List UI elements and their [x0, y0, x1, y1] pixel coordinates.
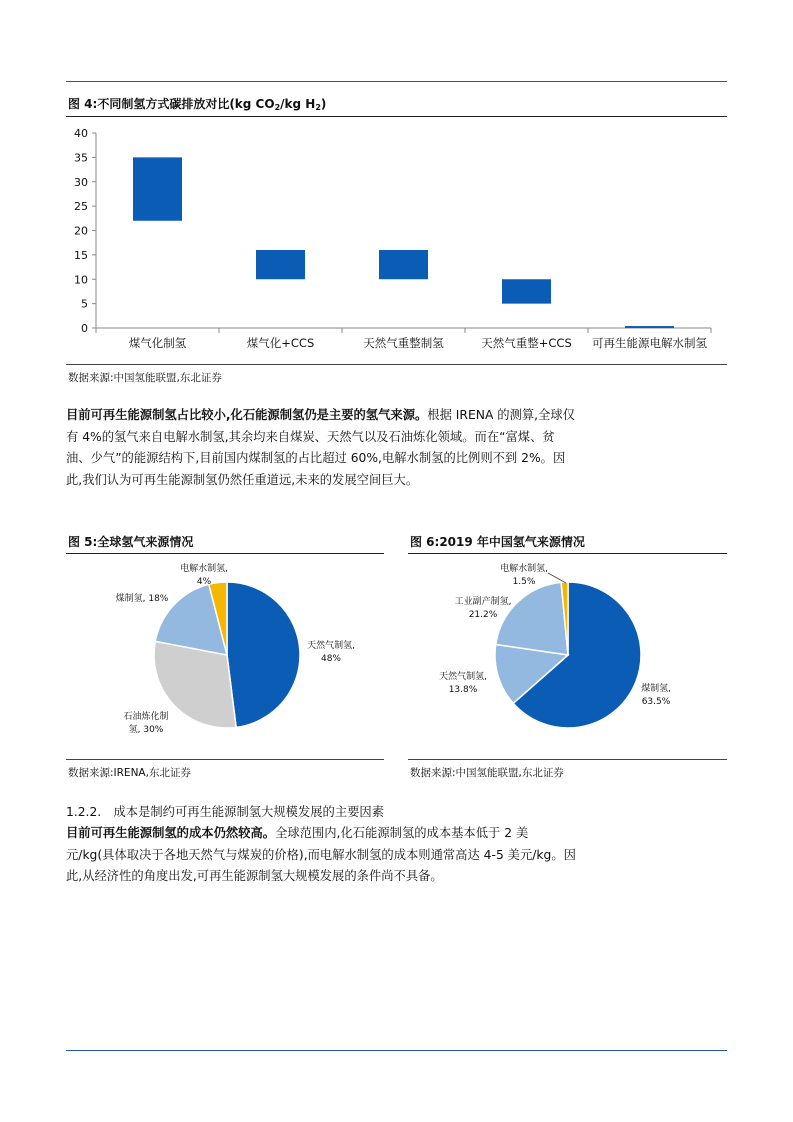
- figure5-title: 图 5:全球氢气来源情况: [68, 535, 194, 549]
- pie-label: 63.5%: [641, 697, 671, 707]
- figure4-source: 数据来源:中国氢能联盟,东北证券: [68, 372, 222, 384]
- leader-line: [548, 573, 566, 583]
- figure4-chart: [66, 118, 727, 364]
- bar: [133, 157, 182, 220]
- pie-label: 氢, 30%: [128, 725, 164, 735]
- y-tick-label: 0: [81, 322, 88, 335]
- bar: [502, 279, 551, 303]
- pie-label: 电解水制氢,: [180, 564, 228, 574]
- figure6-source: 数据来源:中国氢能联盟,东北证券: [410, 767, 564, 779]
- pie-label: 天然气制氢,: [307, 641, 355, 651]
- figure6-title-rule: [408, 553, 727, 554]
- figure6-title: 图 6:2019 年中国氢气来源情况: [410, 535, 585, 549]
- figure5-title-rule: [66, 553, 384, 554]
- bar: [625, 326, 674, 328]
- x-category-label: 可再生能源电解水制氢: [592, 336, 707, 350]
- pie-label: 工业副产制氢,: [454, 597, 512, 607]
- pie-label: 21.2%: [468, 610, 498, 620]
- y-tick-label: 5: [81, 297, 88, 311]
- x-category-label: 煤气化+CCS: [246, 336, 315, 350]
- section-heading: 1.2.2. 成本是制约可再生能源制氢大规模发展的主要因素: [66, 805, 385, 819]
- pie-slice: [227, 582, 300, 727]
- pie-label: 煤制氢, 18%: [115, 594, 169, 604]
- pie-label: 电解水制氢,: [500, 564, 548, 574]
- figure4-title-rule: [66, 116, 727, 117]
- figure6-pie-chart: [408, 555, 727, 757]
- bar: [256, 250, 305, 279]
- y-tick-label: 30: [74, 175, 88, 189]
- x-category-label: 煤气化制氢: [128, 336, 187, 350]
- header-rule: [66, 81, 727, 82]
- x-category-label: 天然气重整制氢: [363, 336, 444, 350]
- pie-slice: [496, 582, 568, 655]
- y-tick-label: 25: [74, 200, 88, 214]
- pie-label: 4%: [196, 577, 212, 587]
- x-category-label: 天然气重整+CCS: [481, 336, 572, 350]
- pie-label: 13.8%: [448, 685, 478, 695]
- pie-label: 煤制氢,: [641, 684, 671, 694]
- bar: [379, 250, 428, 279]
- y-tick-label: 15: [74, 248, 88, 262]
- pie-label: 48%: [320, 654, 342, 664]
- footer-rule: [66, 1050, 727, 1051]
- paragraph-hydrogen-sources: 目前可再生能源制氢占比较小,化石能源制氢仍是主要的氢气来源。根据 IRENA 的测算,全球仅有 4%的氢气来自电解水制氢,其余均来自煤炭、天然气以及石油炼化领域。而在“富煤、贫油、少气”的能源结构下,目前国内煤制氢的占比超过 60%,电解水制氢的比例则不到 2%。因此,我们认为可再生能源制氢仍然任重道远,未来的发展空间巨大。: [66, 408, 575, 487]
- figure5-bottom-rule: [66, 759, 384, 760]
- figure4-bottom-rule: [66, 364, 727, 365]
- y-tick-label: 40: [74, 127, 88, 140]
- figure5-pie-chart: [66, 555, 384, 757]
- figure4-title: 图 4:不同制氢方式碳排放对比(kg $CO_2/kg$ $H_2$): [68, 97, 327, 112]
- y-tick-label: 20: [74, 224, 88, 238]
- y-tick-label: 35: [74, 151, 88, 165]
- y-tick-label: 10: [74, 273, 88, 287]
- pie-label: 石油炼化制: [123, 712, 169, 722]
- pie-label: 天然气制氢,: [439, 672, 487, 682]
- figure5-source: 数据来源:IRENA,东北证券: [68, 767, 191, 779]
- figure6-bottom-rule: [408, 759, 727, 760]
- paragraph-cost: 目前可再生能源制氢的成本仍然较高。全球范围内,化石能源制氢的成本基本低于 2 美元/kg(具体取决于各地天然气与煤炭的价格),而电解水制氢的成本则通常高达 4-5 美元/kg。因此,从经济性的角度出发,可再生能源制氢大规模发展的条件尚不具备。: [66, 826, 576, 883]
- pie-label: 1.5%: [512, 577, 536, 587]
